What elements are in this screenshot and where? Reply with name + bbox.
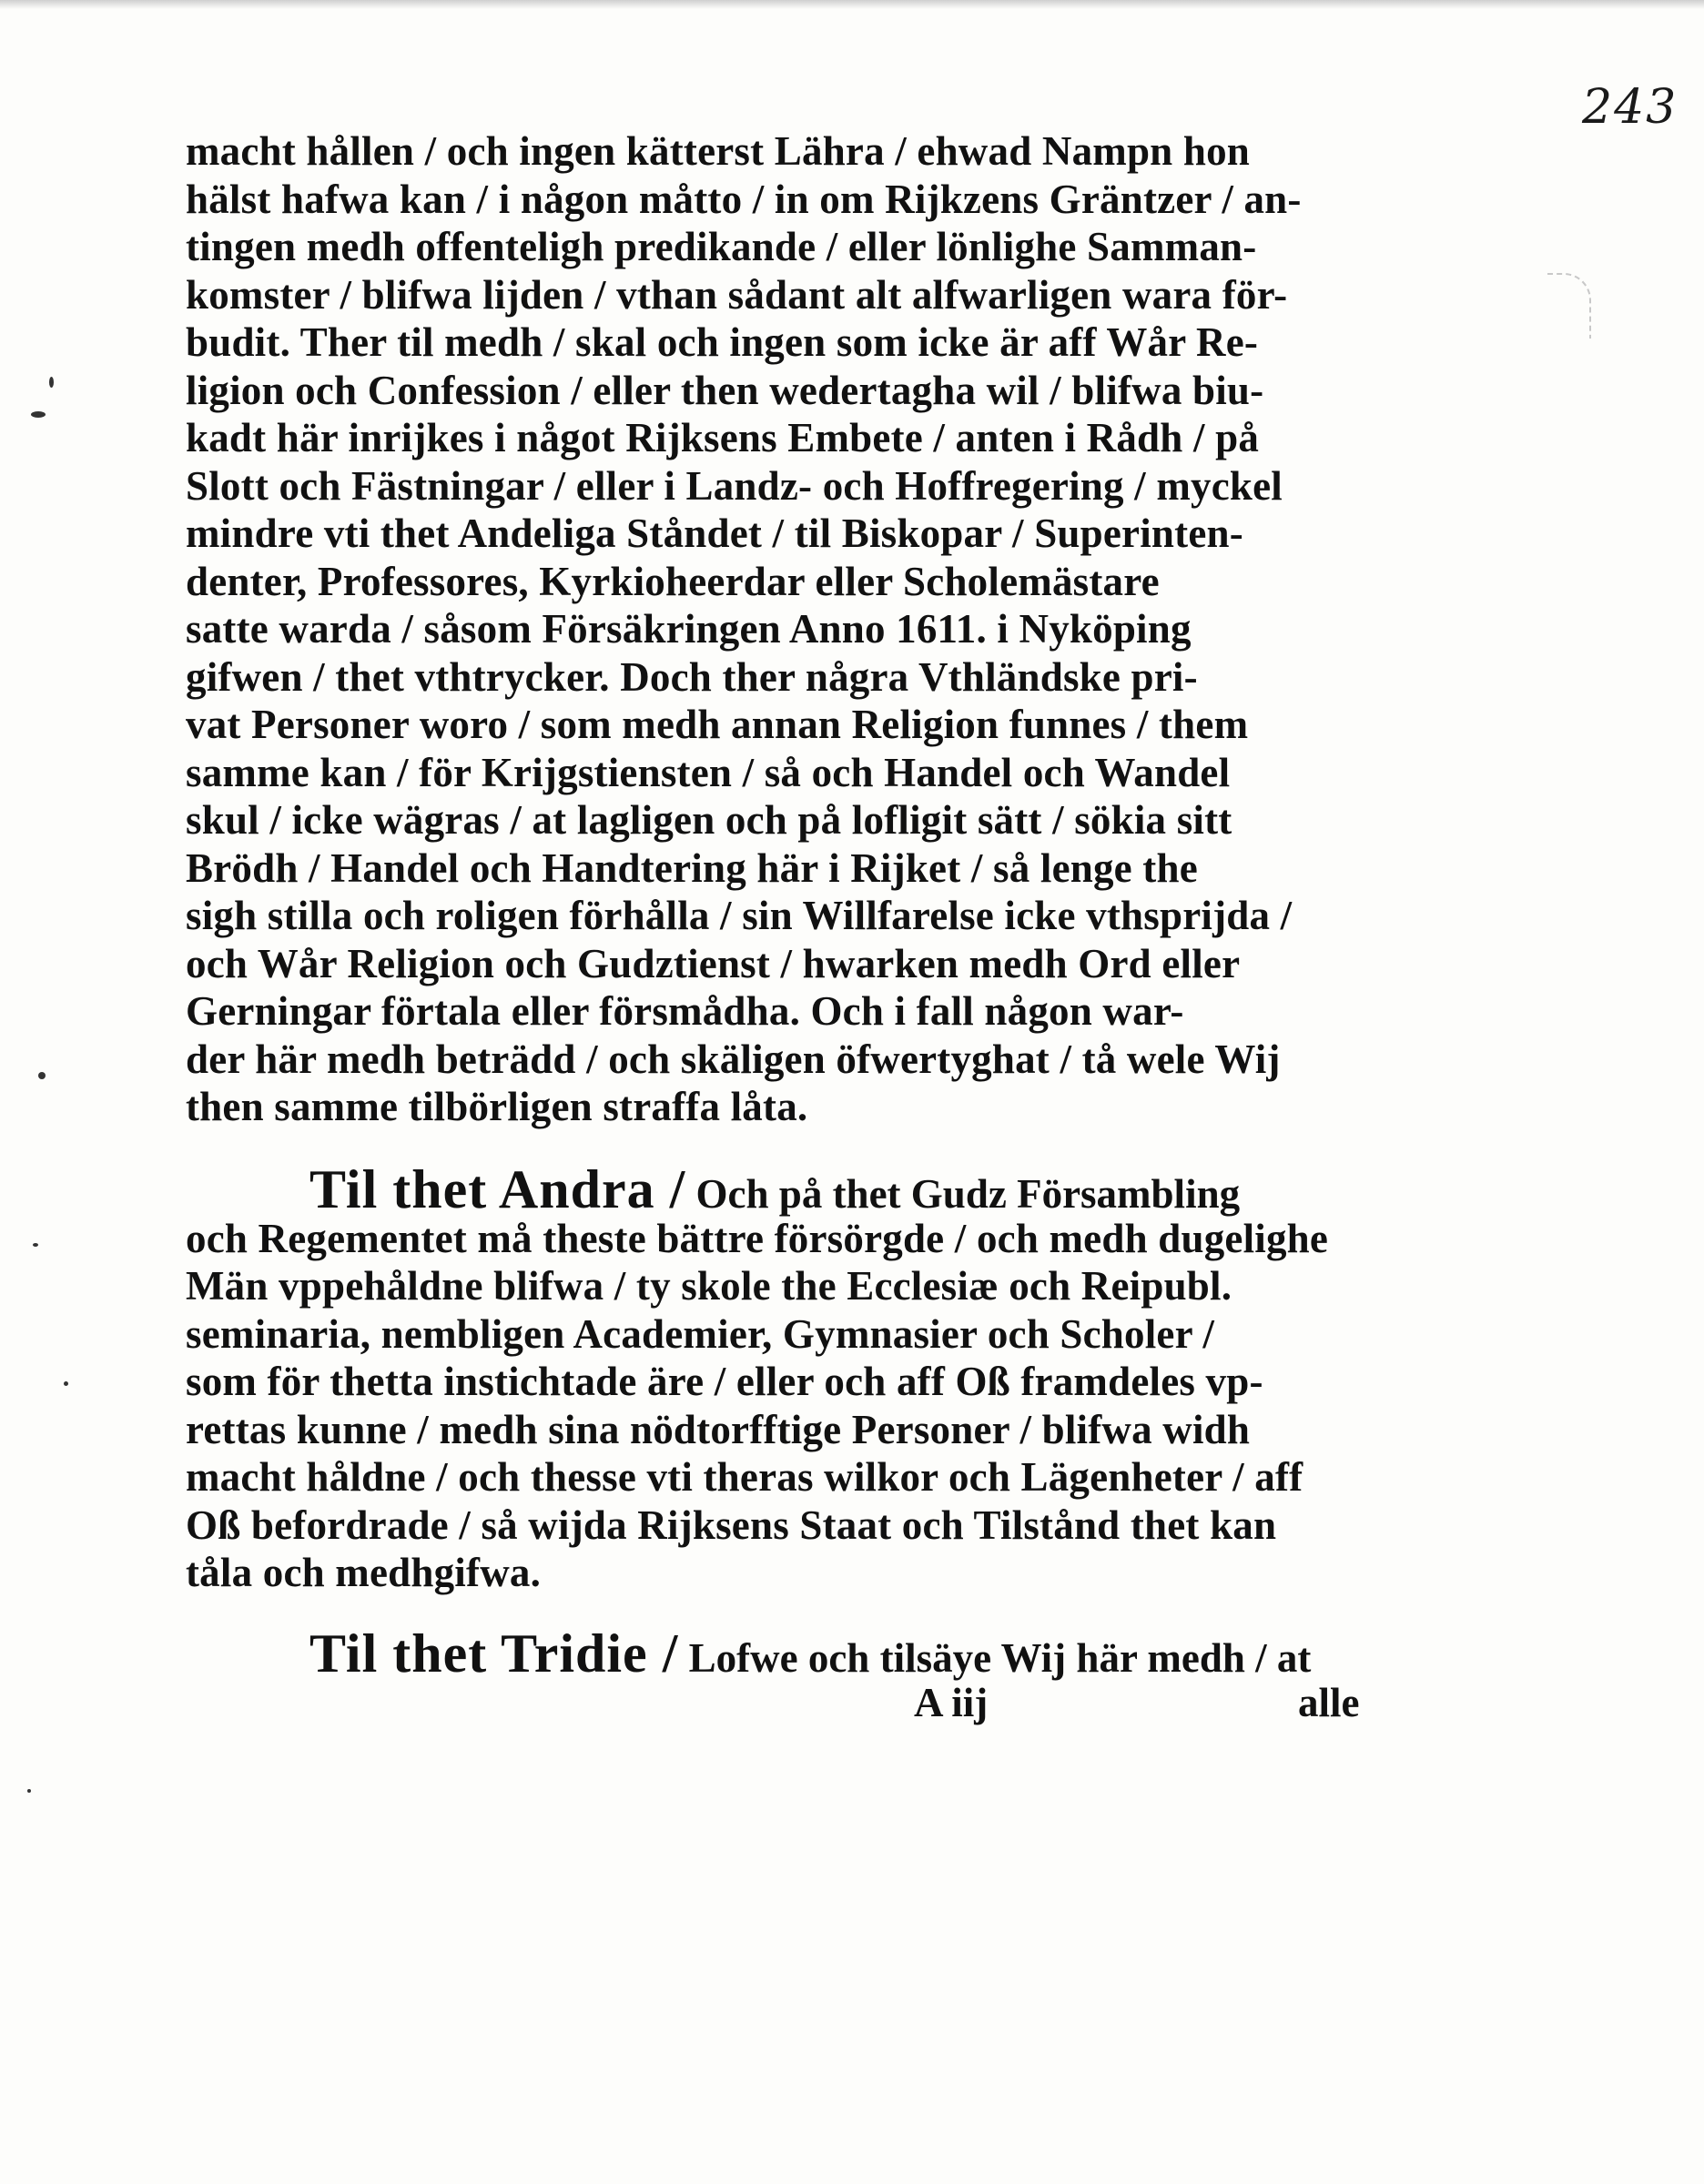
text-line: ligion och Confession / eller then wedertagha wil / blifwa biu-: [186, 367, 1264, 413]
paragraph-1: [186, 127, 1387, 1131]
scan-speck: [38, 1072, 46, 1079]
text-line: Lofwe och tilsäye Wij här medh / at: [688, 1634, 1312, 1681]
scan-speck: [49, 377, 54, 388]
scan-speck: [27, 1789, 31, 1793]
text-line: Gerningar förtala eller försmådha. Och i fall någon war-: [186, 988, 1184, 1034]
body-text: [186, 127, 1387, 1726]
section-heading-line: [186, 1158, 1387, 1219]
page-number: 243: [1582, 80, 1679, 135]
text-line: vat Personer woro / som medh annan Religion funnes / them: [186, 702, 1249, 747]
text-line: gifwen / thet vthtrycker. Doch ther några Vthländske pri-: [186, 653, 1198, 700]
page-footer-line: [186, 1679, 1387, 1726]
text-line: sigh stilla och roligen förhålla / sin Willfarelse icke vthsprijda /: [186, 893, 1293, 938]
text-line: rettas kunne / medh sina nödtorfftige Personer / blifwa widh: [186, 1406, 1251, 1452]
margin-pencil-mark: [1547, 273, 1591, 339]
text-line: Män vppehåldne blifwa / ty skole the Ecclesiæ och Reipubl.: [186, 1263, 1232, 1309]
catchword: alle: [1298, 1679, 1360, 1725]
text-line: Och på thet Gudz Försambling: [695, 1170, 1241, 1217]
text-line: satte warda / såsom Försäkringen Anno 1611. i Nyköping: [186, 606, 1192, 652]
section-heading: Til thet Tridie /: [309, 1623, 679, 1684]
text-line: der här medh beträdd / och skäligen öfwertyghat / tå wele Wij: [186, 1036, 1281, 1082]
text-line: Brödh / Handel och Handtering här i Rijket / så lenge the: [186, 844, 1198, 891]
text-line: kadt här inrijkes i något Rijksens Embete / anten i Rådh / på: [186, 415, 1260, 460]
signature-mark: A iij: [914, 1679, 989, 1725]
text-line: tingen medh offenteligh predikande / eller lönlighe Samman-: [186, 224, 1257, 269]
scan-speck: [64, 1381, 68, 1386]
text-line: then samme tilbörligen straffa låta.: [186, 1084, 808, 1129]
scan-speck: [31, 411, 46, 418]
paragraph-3: [186, 1623, 1387, 1684]
section-heading-line: [186, 1623, 1387, 1684]
text-line: skul / icke wägras / at lagligen och på lofligit sätt / sökia sitt: [186, 797, 1232, 843]
text-line: mindre vti thet Andeliga Ståndet / til Biskopar / Superinten-: [186, 511, 1243, 556]
text-line: macht håldne / och thesse vti theras wilkor och Lägenheter / aff: [186, 1454, 1303, 1500]
text-line: tåla och medhgifwa.: [186, 1550, 542, 1595]
text-line: som för thetta instichtade äre / eller och aff Oß framdeles vp-: [186, 1359, 1263, 1404]
text-line: och Regementet må theste bättre försörgde / och medh dugelighe: [186, 1215, 1329, 1261]
text-line: samme kan / för Krijgstiensten / så och Handel och Wandel: [186, 749, 1231, 795]
paragraph-2: [186, 1158, 1387, 1597]
scan-edge-shadow: [0, 0, 1704, 9]
text-line: seminaria, nembligen Academier, Gymnasier och Scholer /: [186, 1310, 1215, 1357]
text-line: hälst hafwa kan / i någon måtto / in om Rijkzens Gräntzer / an-: [186, 176, 1302, 222]
section-heading: Til thet Andra /: [309, 1158, 686, 1219]
scan-speck: [33, 1243, 38, 1247]
text-line: denter, Professores, Kyrkioheerdar eller Scholemästare: [186, 558, 1160, 604]
text-line: Oß befordrade / så wijda Rijksens Staat och Tilstånd thet kan: [186, 1502, 1277, 1548]
text-line: komster / blifwa lijden / vthan sådant alt alfwarligen wara för-: [186, 271, 1288, 318]
text-line: budit. Ther til medh / skal och ingen som icke är aff Wår Re-: [186, 319, 1259, 365]
text-line: och Wår Religion och Gudztienst / hwarken medh Ord eller: [186, 940, 1241, 986]
text-line: macht hållen / och ingen kätterst Lähra / ehwad Nampn hon: [186, 128, 1251, 174]
text-line: Slott och Fästningar / eller i Landz- och Hoffregering / myckel: [186, 462, 1283, 509]
